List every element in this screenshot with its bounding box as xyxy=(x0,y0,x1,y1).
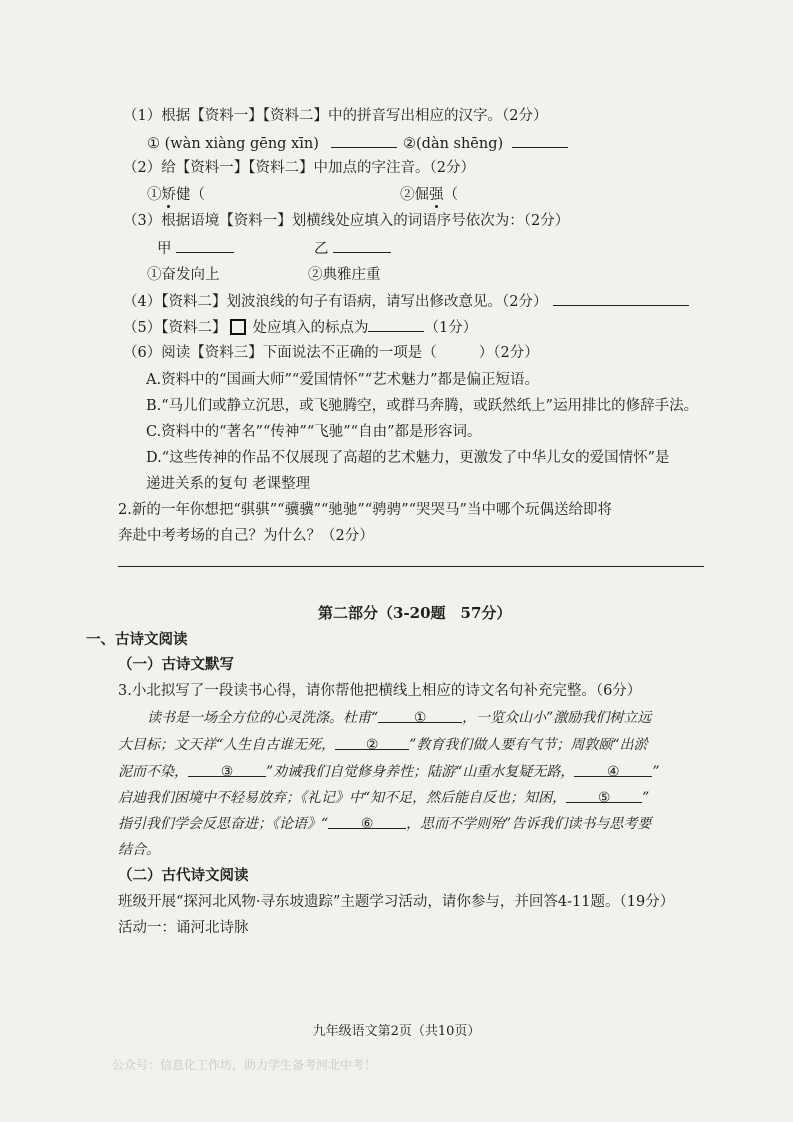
q6-option-d-line2: 递进关系的复句 老课整理 xyxy=(146,476,311,492)
q2-toy-line2: 奔赴中考考场的自己？为什么？（2分） xyxy=(118,528,374,544)
q2-b-num: ② xyxy=(400,187,415,203)
q6-option-a: A.资料中的“国画大师”“爱国情怀”“艺术魅力”都是偏正短语。 xyxy=(146,372,540,388)
subsection-2-heading: （二）古代诗文阅读 xyxy=(118,867,249,884)
q3-stem: （3）根据语境【资料一】划横线处应填入的词语序号依次为：（2分） xyxy=(123,213,570,229)
blank-2[interactable]: ② xyxy=(335,735,409,750)
q1-answer-a xyxy=(147,133,397,154)
passage-l5b: ，思而不学则殆”告诉我们读书与思考要 xyxy=(406,816,652,832)
passage-line-3 xyxy=(118,762,660,782)
passage-line-4 xyxy=(118,788,649,808)
passage-line-1 xyxy=(147,708,651,728)
q5-blank[interactable] xyxy=(368,317,424,332)
q1-stem: （1）根据【资料一】【资料二】中的拼音写出相应的汉字。（2分） xyxy=(123,108,548,124)
q2-a-rest: 健（ xyxy=(176,187,205,203)
passage-l5a: 指引我们学会反思奋进；《论语》“ xyxy=(118,816,329,832)
q1-blank-b[interactable] xyxy=(512,133,568,148)
q3-option-2: ②典雅庄重 xyxy=(308,267,381,283)
q5-pre: （5）【资料二】 xyxy=(123,320,227,336)
q3-yi-blank[interactable] xyxy=(333,238,391,253)
q3-jia xyxy=(157,238,234,259)
q6-stem xyxy=(123,343,539,363)
q3-option-1: ①奋发向上 xyxy=(147,267,220,283)
part2-title: 第二部分（3-20题 57分） xyxy=(318,604,512,622)
q2-b-dotted-char: 强 xyxy=(429,187,444,203)
q5-post: 处应填入的标点为 xyxy=(252,320,369,336)
q3-yi xyxy=(314,238,391,259)
passage-l1a: 读书是一场全方位的心灵洗涤。杜甫“ xyxy=(147,710,379,726)
q6-option-d-line1: D.“这些传神的作品不仅展现了高超的艺术魅力，更激发了中华儿女的爱国情怀”是 xyxy=(146,450,670,466)
q2-a-dotted-char: 矫 xyxy=(161,187,176,203)
activity-intro: 班级开展“探河北风物·寻东坡遗踪”主题学习活动，请你参与，并回答4-11题。（19分） xyxy=(118,894,675,910)
passage-line-2 xyxy=(118,735,648,755)
passage-line-5 xyxy=(118,814,651,834)
q5-stem xyxy=(123,317,477,338)
q1-pinyin-a: ① (wàn xiàng gēng xīn) xyxy=(147,136,319,152)
passage-l3b: ”劝诫我们自觉修身养性；陆游“山重水复疑无路， xyxy=(266,764,575,780)
passage-l3a: 泥而不染， xyxy=(118,764,188,780)
passage-l1b: ，一览众山小”激励我们树立远 xyxy=(462,710,652,726)
blank-1[interactable]: ① xyxy=(378,708,462,723)
q6-stem-end: ）（2分） xyxy=(478,345,539,361)
q4-text: （4）【资料二】划波浪线的句子有语病，请写出修改意见。（2分） xyxy=(123,294,548,310)
q2-item-b xyxy=(400,185,458,205)
q6-option-c: C.资料中的“著名”“传神”“飞驰”“自由”都是形容词。 xyxy=(146,424,482,440)
q2-b-char: 倔 xyxy=(414,187,429,203)
q2-item-a xyxy=(147,185,205,205)
passage-l2b: ”教育我们做人要有气节；周敦颐“出淤 xyxy=(409,737,648,753)
q4-blank[interactable] xyxy=(553,291,689,306)
q3-jia-blank[interactable] xyxy=(176,238,234,253)
section-heading: 一、古诗文阅读 xyxy=(86,631,188,648)
q2-a-num: ① xyxy=(147,187,162,203)
blank-5[interactable]: ⑤ xyxy=(566,788,642,803)
activity-1: 活动一：诵河北诗脉 xyxy=(118,920,249,936)
q6-option-b: B.“马儿们或静立沉思，或飞驰腾空，或群马奔腾，或跃然纸上”运用排比的修辞手法。 xyxy=(146,398,699,414)
page-footer: 九年级语文第2页（共10页） xyxy=(312,1024,481,1039)
subsection-1-heading: （一）古诗文默写 xyxy=(118,656,234,673)
q1-blank-a[interactable] xyxy=(331,133,397,148)
q3-yi-label: 乙 xyxy=(314,241,329,257)
q2-toy-answer-line[interactable] xyxy=(118,566,704,567)
q6-stem-text: （6）阅读【资料三】下面说法不正确的一项是（ xyxy=(123,345,437,361)
q4-stem xyxy=(123,291,689,312)
q2-toy-line1: 2.新的一年你想把“骐骐”“骥骥”“驰驰”“骋骋”“哭哭马”当中哪个玩偶送给即将 xyxy=(118,502,612,518)
passage-line-6: 结合。 xyxy=(118,842,160,858)
q5-score: （1分） xyxy=(424,320,478,336)
q2-stem: （2）给【资料一】【资料二】中加点的字注音。（2分） xyxy=(123,160,475,176)
q3-jia-label: 甲 xyxy=(157,241,172,257)
passage-l4a: 启迪我们困境中不轻易放弃；《礼记》中“知不足，然后能自反也；知困， xyxy=(118,790,567,806)
passage-l3c: ” xyxy=(652,764,660,780)
blank-3[interactable]: ③ xyxy=(188,762,266,777)
watermark: 公众号：信息化工作坊，助力学生备考河北中考！ xyxy=(112,1058,377,1072)
blank-6[interactable]: ⑥ xyxy=(328,814,406,829)
passage-l4b: ” xyxy=(642,790,650,806)
q2-b-rest: （ xyxy=(443,187,458,203)
passage-l2a: 大目标；文天祥“人生自古谁无死， xyxy=(118,737,336,753)
q5-square-box xyxy=(230,319,246,335)
q1-pinyin-b: ②(dàn shēng) xyxy=(403,136,504,152)
q3-poem-stem: 3.小北拟写了一段读书心得，请你帮他把横线上相应的诗文名句补充完整。（6分） xyxy=(118,683,642,699)
q1-answer-b xyxy=(403,133,568,154)
blank-4[interactable]: ④ xyxy=(574,762,652,777)
